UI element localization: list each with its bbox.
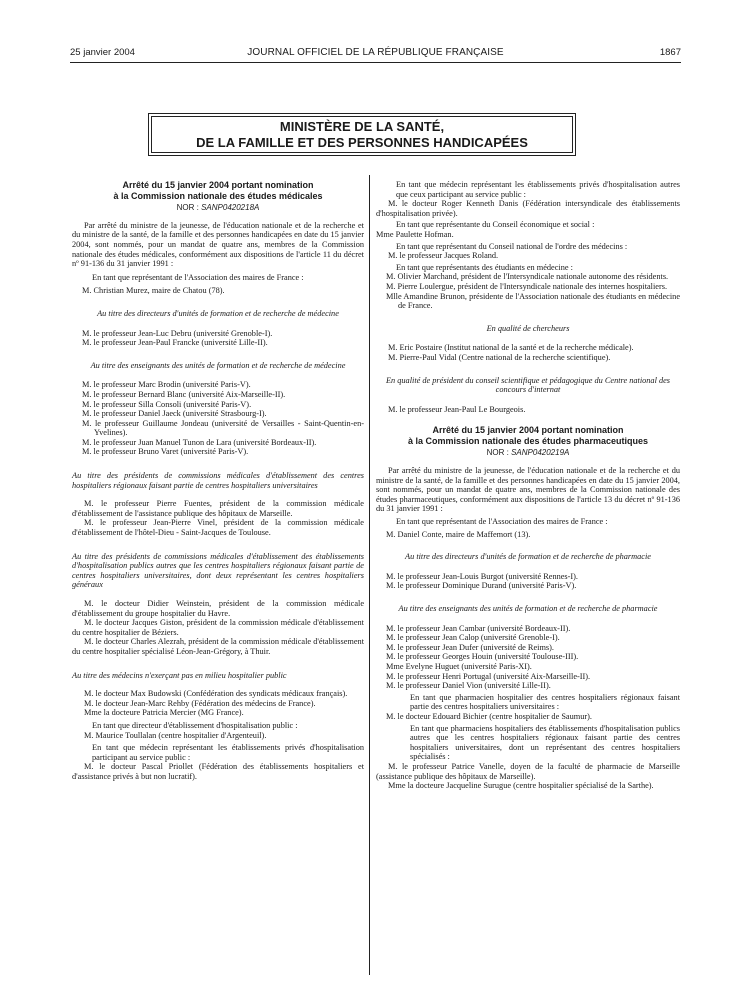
list-item: M. le professeur Silla Consoli (université Paris-V).	[82, 399, 252, 409]
left-column	[72, 180, 364, 782]
list-item: M. le docteur Pascal Priollet (Fédération des établissements hospitaliers et d'assistance privés à but non lucratif).	[72, 762, 364, 781]
header-date: 25 janvier 2004	[70, 47, 135, 58]
rep-ces: En tant que représentante du Conseil économique et social :	[396, 220, 595, 230]
list-item: M. le professeur Jacques Roland.	[388, 251, 499, 261]
section-enseignants: Au titre des enseignants des unités de formation et de recherche de médecine	[90, 360, 346, 370]
list-item: M. le professeur Henri Portugal (université Aix-Marseille-II).	[386, 671, 591, 681]
column-divider	[369, 175, 370, 975]
header-rule	[70, 62, 681, 63]
nor-label: NOR :	[176, 203, 199, 213]
maire: M. Christian Murez, maire de Chatou (78).	[82, 286, 225, 296]
list-item: M. le professeur Patrice Vanelle, doyen de la faculté de pharmacie de Marseille (assistance publique des hôpitaux de Marseille).	[376, 761, 680, 781]
list-item: Mme la docteure Patricia Mercier (MG France).	[84, 708, 244, 718]
list-item: M. le docteur Jacques Giston, président de la commission médicale d'établissement du centre hospitalier de Béziers.	[72, 618, 364, 637]
section-liberaux: Au titre des médecins n'exerçant pas en milieu hospitalier public	[72, 670, 287, 680]
list-item: M. le professeur Bruno Varet (université Paris-V).	[82, 447, 249, 457]
list-item: M. le docteur Charles Alezrah, président de la commission médicale d'établissement du centre hospitalier spécialisé Léon-Jean-Grégory, à Thuir.	[72, 637, 364, 656]
list-item: M. le professeur Jean Dufer (université de Reims).	[386, 642, 554, 652]
ministry-box	[148, 113, 576, 156]
list-item: M. le professeur Juan Manuel Tunon de Lara (université Bordeaux-II).	[82, 437, 317, 447]
list-item: M. le professeur Jean-Pierre Vinel, président de la commission médicale d'établissement de l'hôtel-Dieu - Saint-Jacques de Toulouse.	[72, 518, 364, 538]
nor-code: SANP0420218A	[201, 203, 260, 213]
arrete-2-nor	[376, 448, 680, 458]
rep-assoc-maires: En tant que représentant de l'Association des maires de France :	[92, 272, 304, 282]
journal-title: JOURNAL OFFICIEL DE LA RÉPUBLIQUE FRANÇAISE	[247, 47, 504, 58]
section-presidents-autres: Au titre des présidents de commissions médicales d'établissement des établissements d'hospitalisation publics autres que les centres hospitaliers régionaux faisant partie de centres hospitaliers universitaires, dont deux représentant les centres hospitaliers généraux	[72, 551, 364, 590]
list-item: M. le professeur Georges Houin (université Toulouse-III).	[386, 652, 579, 662]
arrete-1-title	[72, 180, 364, 201]
list-item: M. le professeur Jean-Louis Burgot (université Rennes-I).	[386, 571, 579, 581]
ministry-heading	[151, 116, 573, 153]
nor-label: NOR :	[486, 448, 509, 458]
list-item: M. le professeur Pierre Fuentes, président de la commission médicale d'établissement de l'assistance publique des hôpitaux de Marseille.	[72, 499, 364, 518]
list-item: M. le professeur Jean-Paul Le Bourgeois.	[388, 404, 526, 414]
list-item: M. le professeur Daniel Vion (université Lille-II).	[386, 681, 551, 691]
section-enseignants: Au titre des enseignants des unités de formation et de recherche de pharmacie	[398, 604, 658, 613]
right-column	[376, 180, 680, 791]
section-directeurs: Au titre des directeurs d'unités de formation et de recherche de médecine	[97, 308, 339, 318]
arrete-2-title-line-2: à la Commission nationale des études pharmaceutiques	[407, 435, 649, 446]
section-concours: En qualité de président du conseil scientifique et pédagogique du Centre national des concours d'internat	[385, 375, 671, 395]
list-item: M. le professeur Jean Calop (université Grenoble-I).	[386, 633, 560, 643]
arrete-1-intro: Par arrêté du ministre de la jeunesse, de l'éducation nationale et de la recherche et du ministre de la santé, de la famille et des personnes handicapées en date du 15 janvier 2004, sont nommés, pour un mandat de quatre ans, membres de la Commission nationale des études médicales, conformément aux dispositions de l'article 11 du décret nº 91-136 du 31 janvier 1991 :	[72, 220, 364, 269]
rep-pharma-autres: En tant que pharmaciens hospitaliers des établissements d'hospitalisation publics autres que les centres hospitaliers régionaux faisant partie des centres hospitaliers universitaires, dont un représentant des centres hospitaliers spécialisés :	[410, 723, 680, 762]
rep-prives-autres: En tant que médecin représentant les établissements privés d'hospitalisation autres que ceux participant au service public :	[396, 180, 680, 199]
maire: M. Daniel Conte, maire de Maffemort (13).	[386, 529, 531, 539]
arrete-2-title-line-1: Arrêté du 15 janvier 2004 portant nomination	[432, 425, 624, 436]
list-item: M. le docteur Jean-Marc Rehby (Fédération des médecins de France).	[84, 698, 316, 708]
rep-assoc-maires: En tant que représentant de l'Association des maires de France :	[396, 517, 608, 527]
section-chercheurs: En qualité de chercheurs	[486, 323, 570, 333]
list-item: M. Olivier Marchand, président de l'Intersyndicale nationale autonome des résidents.	[386, 272, 669, 282]
list-item: M. Pierre-Paul Vidal (Centre national de la recherche scientifique).	[388, 352, 611, 362]
list-item: M. le professeur Daniel Jaeck (université Strasbourg-I).	[82, 409, 267, 419]
rep-pharma-chu: En tant que pharmacien hospitalier des centres hospitaliers régionaux faisant partie des centres hospitaliers universitaires :	[410, 692, 680, 712]
section-presidents-chu: Au titre des présidents de commissions médicales d'établissement des centres hospitaliers régionaux faisant partie de centres hospitaliers universitaires	[72, 471, 364, 490]
arrete-2-intro: Par arrêté du ministre de la jeunesse, de l'éducation nationale et de la recherche et du ministre de la santé, de la famille et des personnes handicapées en date du 15 janvier 2004, sont nommés, pour un mandat de quatre ans, membres de la Commission nationale des études pharmaceutiques, conformément aux dispositions de l'article 13 du décret nº 91-136 du 31 janvier 1991 :	[376, 466, 680, 514]
arrete-1-nor	[72, 203, 364, 213]
list-item: M. le professeur Jean-Paul Francke (université Lille-II).	[82, 338, 268, 348]
list-item: M. le professeur Guillaume Jondeau (université de Versailles - Saint-Quentin-en-Yvelines).	[82, 418, 364, 438]
list-item: Mme Paulette Hofman.	[376, 229, 454, 239]
ministry-line-2: DE LA FAMILLE ET DES PERSONNES HANDICAPÉES	[196, 135, 528, 150]
ministry-line-1: MINISTÈRE DE LA SANTÉ,	[279, 119, 445, 134]
page-number: 1867	[659, 47, 681, 58]
list-item: M. le professeur Marc Brodin (université Paris-V).	[82, 380, 251, 390]
list-item: M. Pierre Loulergue, président de l'Intersyndicale nationale des internes hospitaliers.	[386, 281, 668, 291]
list-item: Mme la docteure Jacqueline Surugue (centre hospitalier spécialisé de la Sarthe).	[388, 781, 654, 791]
rep-directeur: En tant que directeur d'établissement d'hospitalisation public :	[92, 720, 298, 730]
section-directeurs: Au titre des directeurs d'unités de formation et de recherche de pharmacie	[405, 552, 651, 562]
list-item: Mme Evelyne Huguet (université Paris-XI).	[386, 661, 532, 671]
list-item: Mlle Amandine Brunon, présidente de l'Association nationale des étudiants en médecine de France.	[386, 291, 680, 311]
list-item: M. le professeur Jean-Luc Debru (université Grenoble-I).	[82, 328, 273, 338]
nor-code: SANP0420219A	[511, 448, 570, 458]
running-header	[70, 47, 681, 61]
list-item: M. le docteur Roger Kenneth Danis (Fédération intersyndicale des établissements d'hospitalisation privée).	[376, 199, 680, 218]
arrete-2-title	[376, 425, 680, 446]
arrete-1-title-line-2: à la Commission nationale des études médicales	[113, 190, 323, 201]
list-item: M. Maurice Toullalan (centre hospitalier d'Argenteuil).	[84, 730, 267, 740]
rep-etudiants: En tant que représentants des étudiants en médecine :	[396, 262, 573, 272]
list-item: M. le docteur Max Budowski (Confédération des syndicats médicaux français).	[84, 689, 348, 699]
arrete-1-title-line-1: Arrêté du 15 janvier 2004 portant nomination	[122, 180, 314, 190]
list-item: M. le docteur Edouard Bichier (centre hospitalier de Saumur).	[386, 711, 592, 721]
list-item: M. le professeur Dominique Durand (université Paris-V).	[386, 581, 577, 591]
list-item: M. Eric Postaire (Institut national de la santé et de la recherche médicale).	[388, 343, 634, 353]
rep-prives-service: En tant que médecin représentant les établissements privés d'hospitalisation participant au service public :	[92, 743, 364, 762]
list-item: M. le docteur Didier Weinstein, président de la commission médicale d'établissement du groupe hospitalier du Havre.	[72, 599, 364, 618]
list-item: M. le professeur Jean Cambar (université Bordeaux-II).	[386, 623, 571, 633]
rep-ordre: En tant que représentant du Conseil national de l'ordre des médecins :	[396, 241, 628, 251]
list-item: M. le professeur Bernard Blanc (université Aix-Marseille-II).	[82, 389, 286, 399]
